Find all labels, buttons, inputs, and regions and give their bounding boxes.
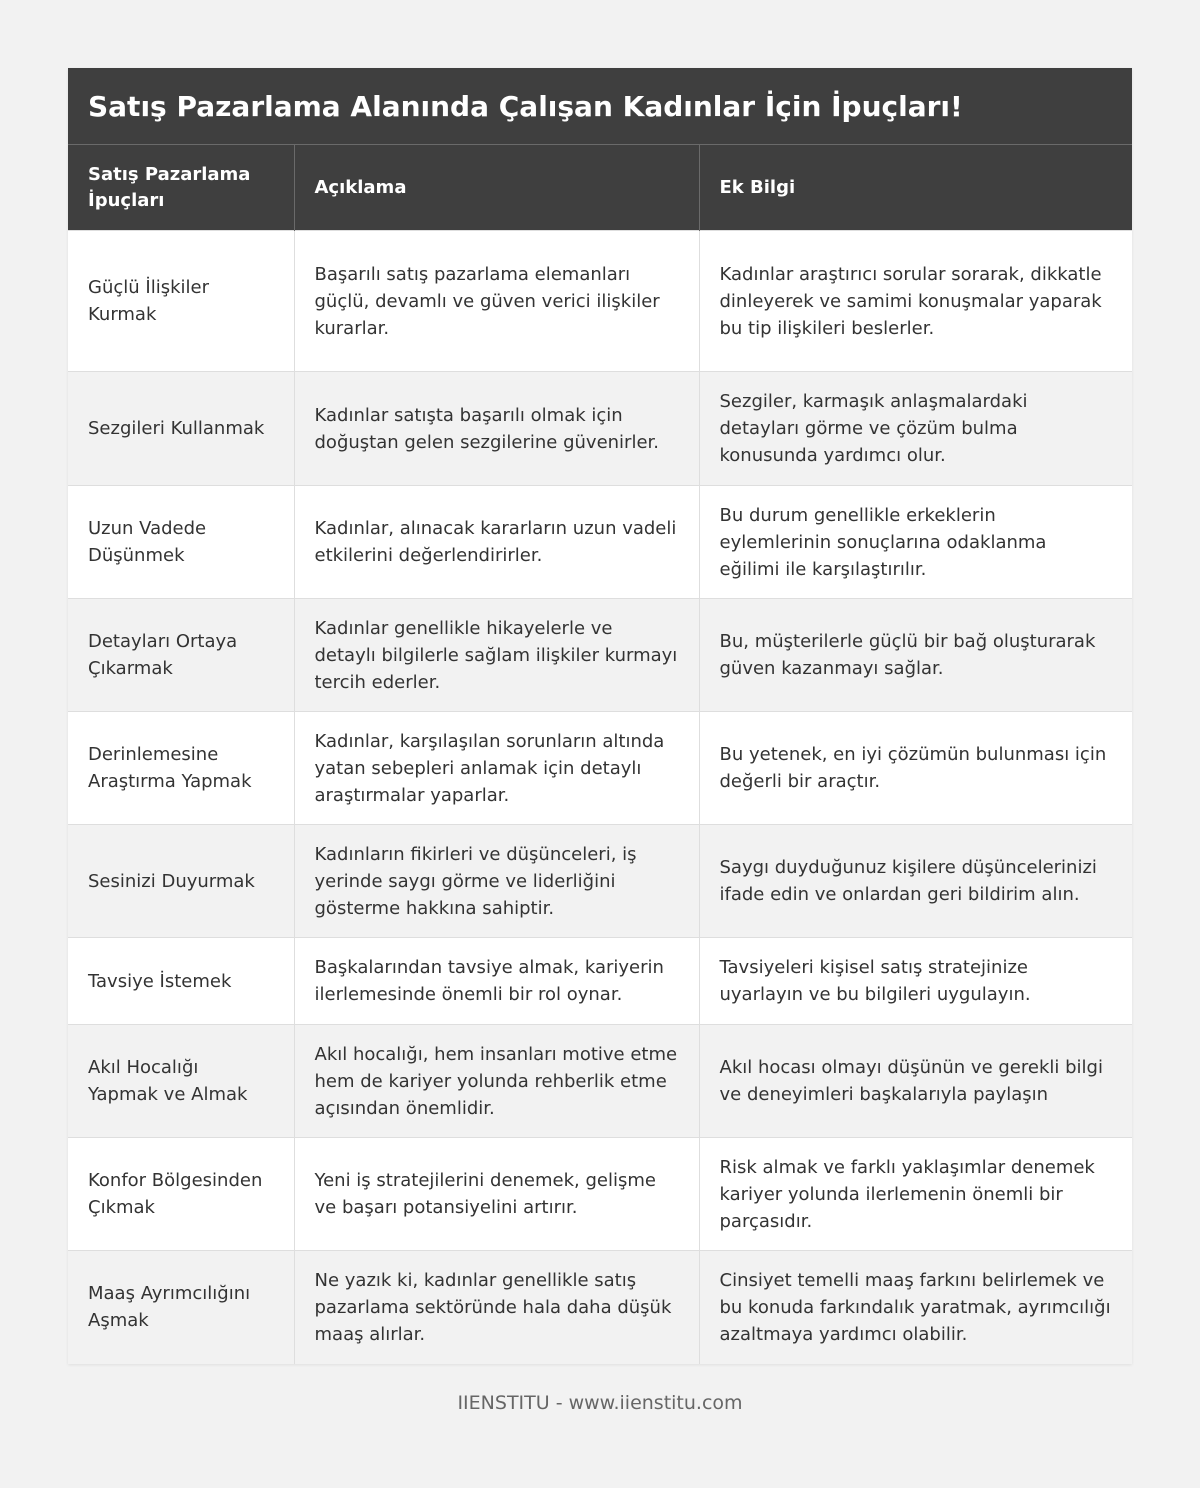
cell-description: Yeni iş stratejilerini denemek, gelişme ve başarı potansiyelini artırır. <box>294 1138 699 1251</box>
page-title: Satış Pazarlama Alanında Çalışan Kadınlar İçin İpuçları! <box>68 68 1132 144</box>
cell-extra-info: Tavsiyeleri kişisel satış stratejinize uyarlayın ve bu bilgileri uygulayın. <box>699 938 1132 1025</box>
cell-tip: Güçlü İlişkiler Kurmak <box>68 231 294 372</box>
cell-extra-info: Akıl hocası olmayı düşünün ve gerekli bilgi ve deneyimleri başkalarıyla paylaşın <box>699 1025 1132 1138</box>
cell-tip: Akıl Hocalığı Yapmak ve Almak <box>68 1025 294 1138</box>
column-header-tip: Satış Pazarlama İpuçları <box>68 145 294 231</box>
table-row <box>68 1251 1132 1364</box>
table-row <box>68 231 1132 372</box>
cell-extra-info: Saygı duyduğunuz kişilere düşüncelerinizi ifade edin ve onlardan geri bildirim alın. <box>699 825 1132 938</box>
cell-description: Kadınlar, karşılaşılan sorunların altında yatan sebepleri anlamak için detaylı araştırmalar yaparlar. <box>294 712 699 825</box>
table-header-row <box>68 145 1132 231</box>
table-row <box>68 938 1132 1025</box>
cell-extra-info: Kadınlar araştırıcı sorular sorarak, dikkatle dinleyerek ve samimi konuşmalar yaparak bu tip ilişkileri beslerler. <box>699 231 1132 372</box>
cell-extra-info: Cinsiyet temelli maaş farkını belirlemek ve bu konuda farkındalık yaratmak, ayrımcılığı azaltmaya yardımcı olabilir. <box>699 1251 1132 1364</box>
cell-description: Kadınlar, alınacak kararların uzun vadeli etkilerini değerlendirirler. <box>294 486 699 599</box>
cell-tip: Sezgileri Kullanmak <box>68 372 294 486</box>
cell-extra-info: Bu, müşterilerle güçlü bir bağ oluşturarak güven kazanmayı sağlar. <box>699 599 1132 712</box>
cell-tip: Tavsiye İstemek <box>68 938 294 1025</box>
table-row <box>68 599 1132 712</box>
tips-table <box>68 144 1132 1364</box>
cell-description: Başkalarından tavsiye almak, kariyerin ilerlemesinde önemli bir rol oynar. <box>294 938 699 1025</box>
cell-tip: Maaş Ayrımcılığını Aşmak <box>68 1251 294 1364</box>
footer-credit: IIENSTITU - www.iienstitu.com <box>457 1392 743 1414</box>
table-row <box>68 825 1132 938</box>
tips-card <box>68 68 1132 1364</box>
table-row <box>68 1138 1132 1251</box>
cell-extra-info: Bu yetenek, en iyi çözümün bulunması için değerli bir araçtır. <box>699 712 1132 825</box>
cell-tip: Sesinizi Duyurmak <box>68 825 294 938</box>
cell-extra-info: Sezgiler, karmaşık anlaşmalardaki detayları görme ve çözüm bulma konusunda yardımcı olur. <box>699 372 1132 486</box>
cell-tip: Uzun Vadede Düşünmek <box>68 486 294 599</box>
cell-extra-info: Risk almak ve farklı yaklaşımlar denemek kariyer yolunda ilerlemenin önemli bir parçasıdır. <box>699 1138 1132 1251</box>
cell-extra-info: Bu durum genellikle erkeklerin eylemlerinin sonuçlarına odaklanma eğilimi ile karşılaştırılır. <box>699 486 1132 599</box>
table-row <box>68 486 1132 599</box>
table-row <box>68 1025 1132 1138</box>
cell-description: Kadınlar genellikle hikayelerle ve detaylı bilgilerle sağlam ilişkiler kurmayı tercih ederler. <box>294 599 699 712</box>
cell-description: Ne yazık ki, kadınlar genellikle satış pazarlama sektöründe hala daha düşük maaş alırlar. <box>294 1251 699 1364</box>
column-header-extra-info: Ek Bilgi <box>699 145 1132 231</box>
cell-tip: Konfor Bölgesinden Çıkmak <box>68 1138 294 1251</box>
cell-tip: Detayları Ortaya Çıkarmak <box>68 599 294 712</box>
cell-tip: Derinlemesine Araştırma Yapmak <box>68 712 294 825</box>
cell-description: Akıl hocalığı, hem insanları motive etme hem de kariyer yolunda rehberlik etme açısından önemlidir. <box>294 1025 699 1138</box>
cell-description: Başarılı satış pazarlama elemanları güçlü, devamlı ve güven verici ilişkiler kurarlar. <box>294 231 699 372</box>
column-header-description: Açıklama <box>294 145 699 231</box>
cell-description: Kadınların fikirleri ve düşünceleri, iş yerinde saygı görme ve liderliğini gösterme hakkına sahiptir. <box>294 825 699 938</box>
table-row <box>68 372 1132 486</box>
cell-description: Kadınlar satışta başarılı olmak için doğuştan gelen sezgilerine güvenirler. <box>294 372 699 486</box>
table-row <box>68 712 1132 825</box>
